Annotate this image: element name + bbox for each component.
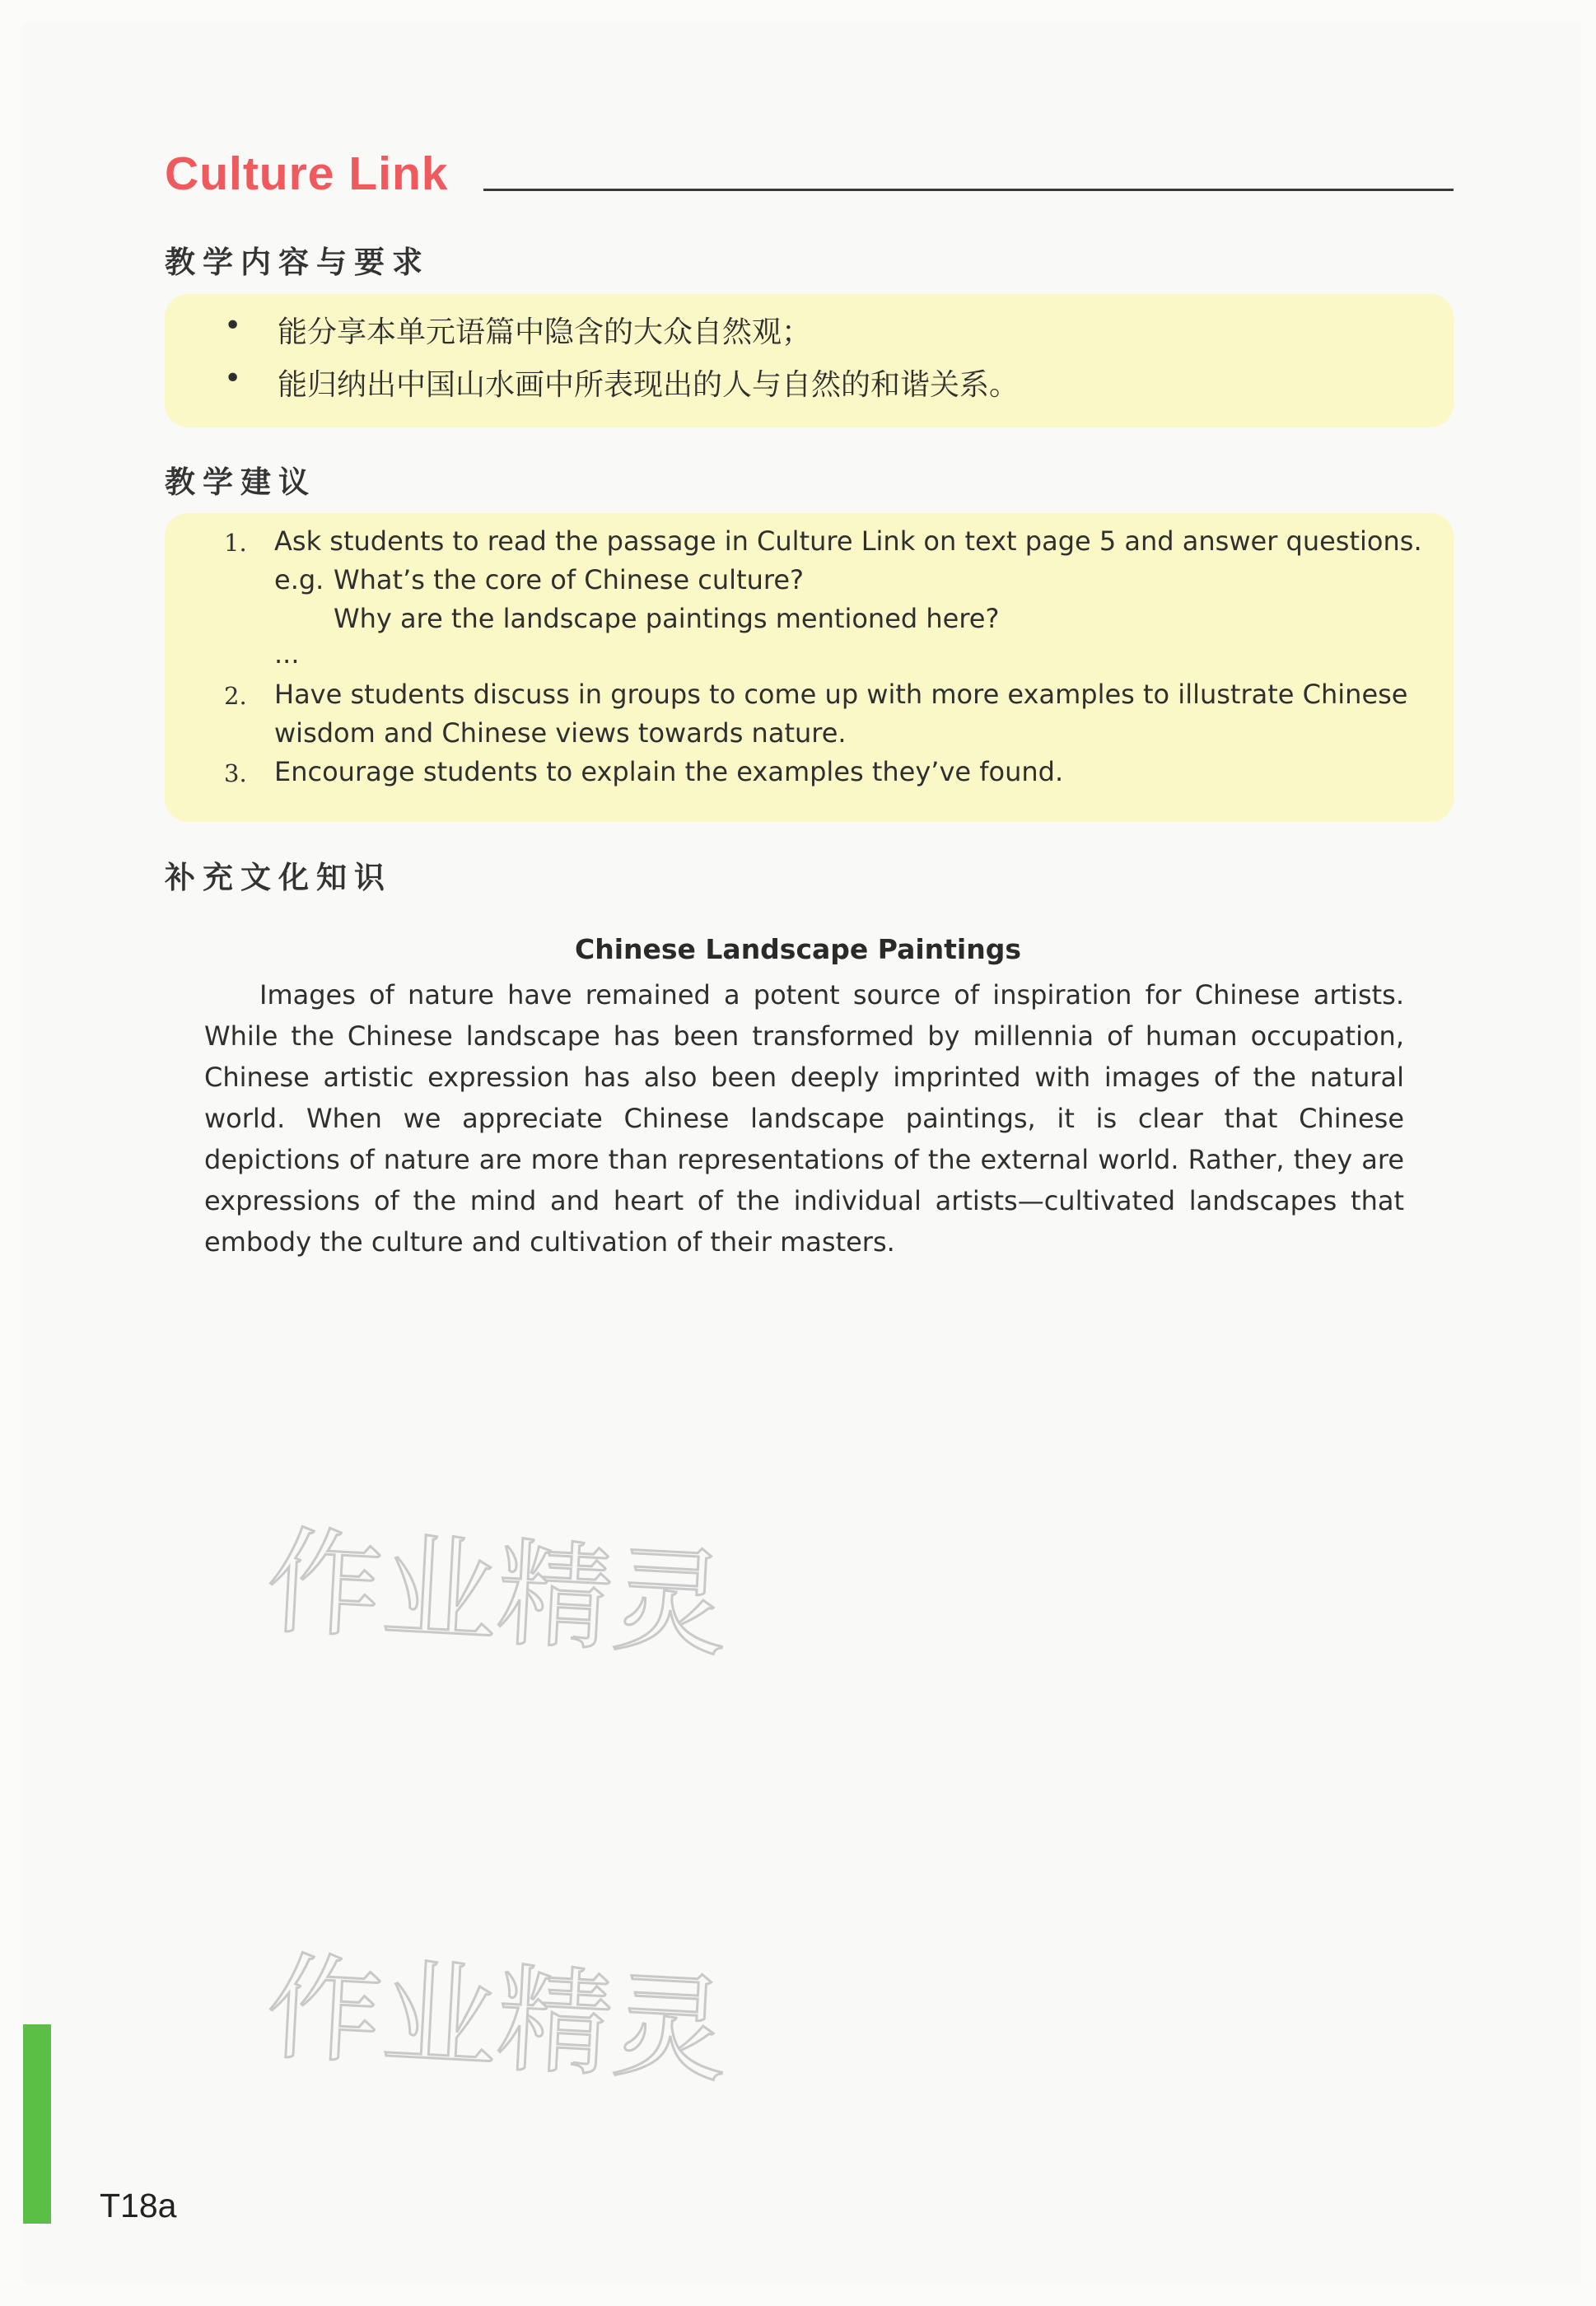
bullet-icon: • xyxy=(224,362,242,395)
example-question: Why are the landscape paintings mentioned here? xyxy=(334,603,1000,634)
page-number: T18a xyxy=(100,2187,177,2224)
header-rule xyxy=(483,189,1454,191)
example-label: e.g. xyxy=(274,564,324,595)
section-header xyxy=(165,147,1454,204)
svg-text:作业精灵: 作业精灵 xyxy=(263,1519,723,1659)
svg-text:作业精灵: 作业精灵 xyxy=(263,1945,723,2085)
step-text: Have students discuss in groups to come up with more examples to illustrate Chinese xyxy=(274,679,1408,710)
step-number: 1. xyxy=(224,529,247,557)
ellipsis: ... xyxy=(274,638,300,670)
culture-link-title: Culture Link xyxy=(165,147,449,200)
bullet-icon: • xyxy=(224,309,242,343)
watermark xyxy=(262,1945,723,2085)
step-text: wisdom and Chinese views towards nature. xyxy=(274,717,847,749)
step-text: Encourage students to explain the examples they’ve found. xyxy=(274,756,1064,787)
step-number: 2. xyxy=(224,682,247,710)
watermark xyxy=(262,1519,723,1659)
supplementary-heading: 补充文化知识 xyxy=(165,860,392,895)
example-question: What’s the core of Chinese culture? xyxy=(334,564,805,595)
requirements-box: • 能分享本单元语篇中隐含的大众自然观； • 能归纳出中国山水画中所表现出的人与自然的和谐关系。 xyxy=(165,294,1454,427)
teaching-suggestions-heading: 教学建议 xyxy=(165,464,316,500)
article-body: Images of nature have remained a potent source of inspiration for Chinese artists. While the Chinese landscape has been transformed by millennia of human occupation, Chinese artistic expression has also been deeply imprinted with images of the natural world. When we appreciate Chinese landscape paintings, it is clear that Chinese depictions of nature are more than representations of the external world. Rather, they are expressions of the mind and heart of the individual artists—cultivated landscapes that embody the culture and cultivation of their masters. xyxy=(204,979,1404,1258)
step-text: Ask students to read the passage in Culture Link on text page 5 and answer questions. xyxy=(274,525,1422,557)
chapter-tab xyxy=(23,2024,51,2224)
suggestions-box xyxy=(165,513,1454,822)
article-title: Chinese Landscape Paintings xyxy=(574,933,1021,965)
step-number: 3. xyxy=(224,759,247,787)
content-requirements-heading: 教学内容与要求 xyxy=(165,245,430,280)
